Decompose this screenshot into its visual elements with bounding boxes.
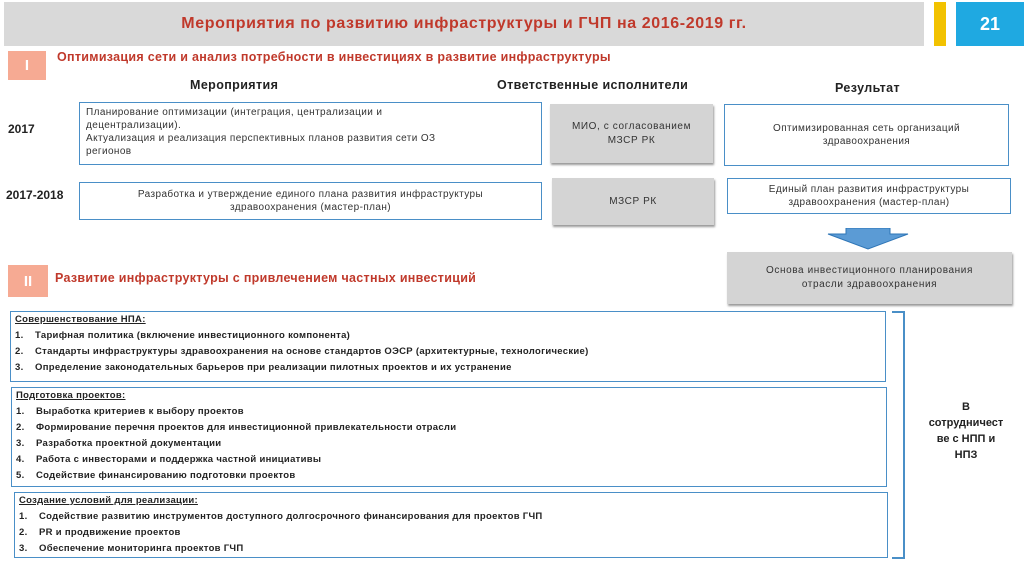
section-2-title: Развитие инфраструктуры с привлечением частных инвестиций bbox=[55, 271, 477, 285]
result-line: здравоохранения bbox=[822, 136, 911, 147]
list-item: 4. Работа с инвесторами и поддержка частной инициативы bbox=[16, 454, 322, 465]
measure-line: Планирование оптимизации (интеграция, централизации и bbox=[86, 107, 383, 118]
group-heading: Подготовка проектов: bbox=[16, 390, 126, 401]
basis-line: отрасли здравоохранения bbox=[801, 279, 938, 290]
measure-line: регионов bbox=[86, 146, 132, 157]
row-year-2017-2018: 2017-2018 bbox=[6, 188, 64, 202]
list-item: 3. Разработка проектной документации bbox=[16, 438, 222, 449]
responsible-box-2017-2018 bbox=[552, 178, 714, 225]
group-bracket bbox=[890, 310, 910, 562]
section-1-badge: I bbox=[8, 51, 46, 80]
group-heading: Совершенствование НПА: bbox=[15, 314, 146, 325]
section-2-badge: II bbox=[8, 265, 48, 297]
responsible-line: МЗСР РК bbox=[607, 134, 656, 146]
cooperation-line: сотрудничест bbox=[928, 416, 1004, 429]
list-item: 2. Стандарты инфраструктуры здравоохранения на основе стандартов ОЭСР (архитектурные, технологические) bbox=[15, 346, 589, 357]
implementation-group bbox=[14, 492, 888, 558]
measure-line: Разработка и утверждение единого плана развития инфраструктуры bbox=[137, 189, 484, 200]
result-box-2017-2018 bbox=[727, 178, 1011, 214]
list-item: 2. Формирование перечня проектов для инвестиционной привлекательности отрасли bbox=[16, 422, 457, 433]
cooperation-line: ве с НПП и bbox=[936, 432, 996, 445]
npa-group bbox=[10, 311, 886, 382]
down-arrow-icon bbox=[826, 228, 910, 250]
measure-line: децентрализации). bbox=[86, 120, 182, 131]
measure-line: Актуализация и реализация перспективных планов развития сети ОЗ bbox=[86, 133, 436, 144]
basis-line: Основа инвестиционного планирования bbox=[765, 265, 973, 276]
result-line: здравоохранения (мастер-план) bbox=[788, 197, 950, 208]
measure-box-2017-2018 bbox=[79, 182, 542, 220]
responsible-box-2017 bbox=[550, 104, 713, 163]
responsible-line: МЗСР РК bbox=[609, 195, 657, 207]
column-header-responsible: Ответственные исполнители bbox=[497, 78, 689, 92]
list-item: 1. Содействие развитию инструментов доступного долгосрочного финансирования для проектов ГЧП bbox=[19, 511, 543, 522]
result-line: Единый план развития инфраструктуры bbox=[768, 184, 970, 195]
page-number: 21 bbox=[956, 2, 1024, 46]
measure-line: здравоохранения (мастер-план) bbox=[230, 202, 391, 213]
cooperation-line: В bbox=[962, 401, 970, 413]
list-item: 3. Определение законодательных барьеров при реализации пилотных проектов и их устранение bbox=[15, 362, 512, 373]
row-year-2017: 2017 bbox=[8, 122, 35, 136]
accent-stripe bbox=[934, 2, 946, 46]
list-item: 1. Выработка критериев к выбору проектов bbox=[16, 406, 244, 417]
result-line: Оптимизированная сеть организаций bbox=[773, 123, 960, 134]
cooperation-line: НПЗ bbox=[954, 448, 978, 461]
page-title: Мероприятия по развитию инфраструктуры и ГЧП на 2016-2019 гг. bbox=[4, 2, 924, 46]
responsible-line: МИО, с согласованием bbox=[571, 120, 692, 132]
list-item: 1. Тарифная политика (включение инвестиционного компонента) bbox=[15, 330, 351, 341]
project-prep-group bbox=[11, 387, 887, 487]
measure-box-2017 bbox=[79, 102, 542, 165]
column-header-measures: Мероприятия bbox=[190, 78, 279, 92]
investment-basis-box bbox=[727, 252, 1012, 304]
list-item: 5. Содействие финансированию подготовки проектов bbox=[16, 470, 296, 481]
group-heading: Создание условий для реализации: bbox=[19, 495, 198, 506]
list-item: 2. PR и продвижение проектов bbox=[19, 527, 181, 538]
column-header-result: Результат bbox=[835, 81, 900, 95]
cooperation-label bbox=[918, 400, 1014, 464]
section-1-title: Оптимизация сети и анализ потребности в инвестициях в развитие инфраструктуры bbox=[57, 50, 611, 64]
result-box-2017 bbox=[724, 104, 1009, 166]
list-item: 3. Обеспечение мониторинга проектов ГЧП bbox=[19, 543, 244, 554]
